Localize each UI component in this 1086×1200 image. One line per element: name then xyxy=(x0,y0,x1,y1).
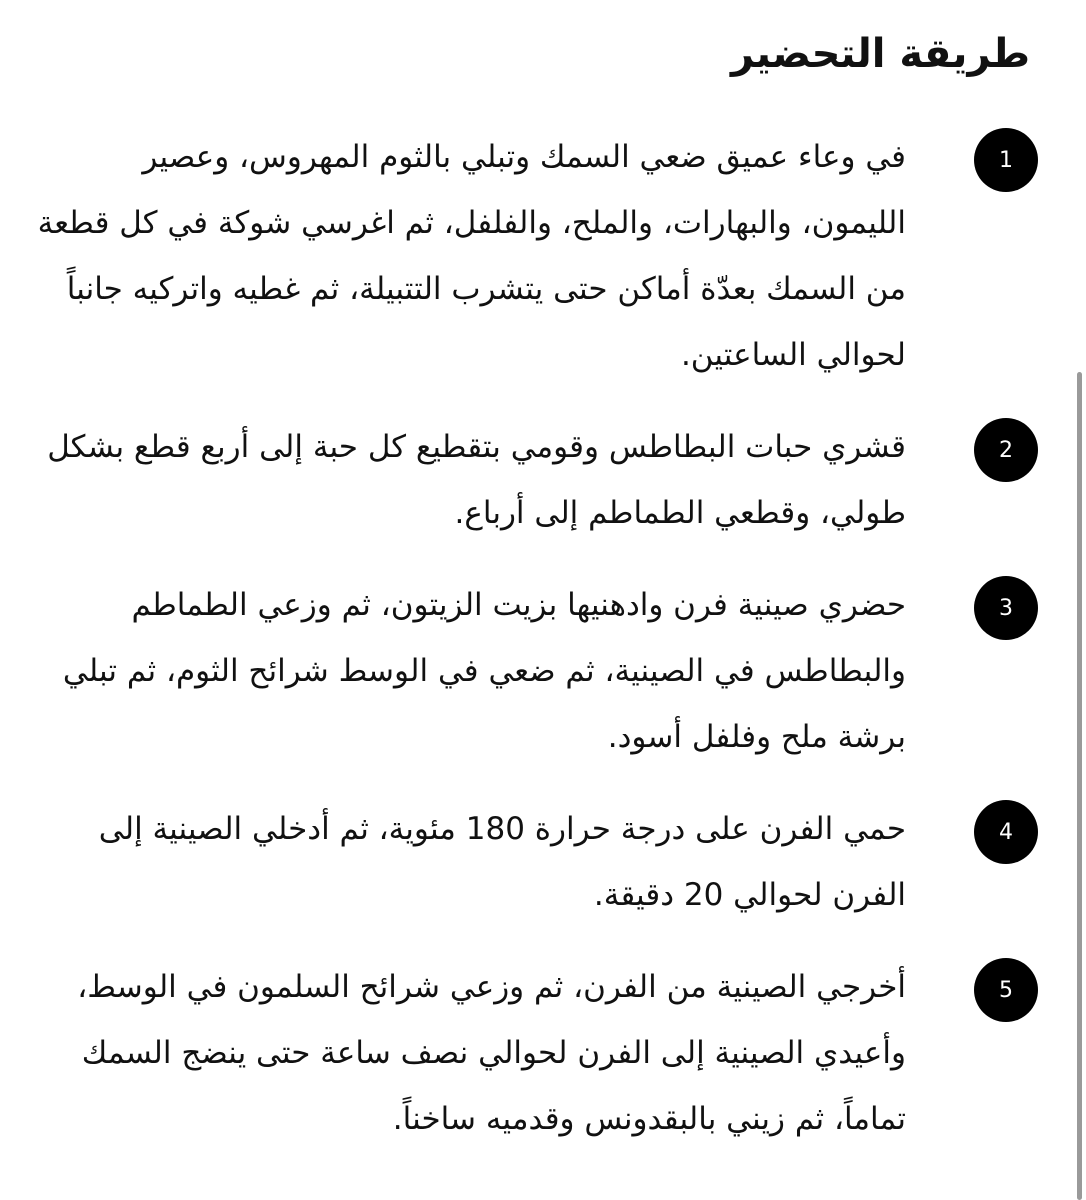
step-text: قشري حبات البطاطس وقومي بتقطيع كل حبة إلى أربع قطع بشكل طولي، وقطعي الطماطم إلى أرباع. xyxy=(47,429,906,531)
step-number-badge: 2 xyxy=(974,418,1038,482)
step-item xyxy=(28,572,1038,770)
step-number-badge: 4 xyxy=(974,800,1038,864)
step-text: في وعاء عميق ضعي السمك وتبلي بالثوم المهروس، وعصير الليمون، والبهارات، والملح، والفلفل، ثم اغرسي شوكة في كل قطعة من السمك بعدّة أماكن حتى يتشرب التتبيلة، ثم غطيه واتركيه جانباً لحوالي الساعتين. xyxy=(37,139,906,373)
step-item xyxy=(28,796,1038,928)
step-item xyxy=(28,954,1038,1152)
step-item xyxy=(28,124,1038,388)
step-text: حمي الفرن على درجة حرارة 180 مئوية، ثم أدخلي الصينية إلى الفرن لحوالي 20 دقيقة. xyxy=(98,811,906,913)
section-title: طريقة التحضير xyxy=(730,31,1030,77)
step-text: أخرجي الصينية من الفرن، ثم وزعي شرائح السلمون في الوسط، وأعيدي الصينية إلى الفرن لحوالي نصف ساعة حتى ينضج السمك تماماً، ثم زيني بالبقدونس وقدميه ساخناً. xyxy=(77,969,906,1137)
vertical-scrollbar[interactable] xyxy=(1077,372,1082,1200)
step-number-badge: 1 xyxy=(974,128,1038,192)
step-text: حضري صينية فرن وادهنيها بزيت الزيتون، ثم وزعي الطماطم والبطاطس في الصينية، ثم ضعي في الوسط شرائح الثوم، ثم تبلي برشة ملح وفلفل أسود. xyxy=(62,587,906,755)
step-number-badge: 5 xyxy=(974,958,1038,1022)
step-number-badge: 3 xyxy=(974,576,1038,640)
step-item xyxy=(28,414,1038,546)
steps-list xyxy=(28,124,1038,1178)
